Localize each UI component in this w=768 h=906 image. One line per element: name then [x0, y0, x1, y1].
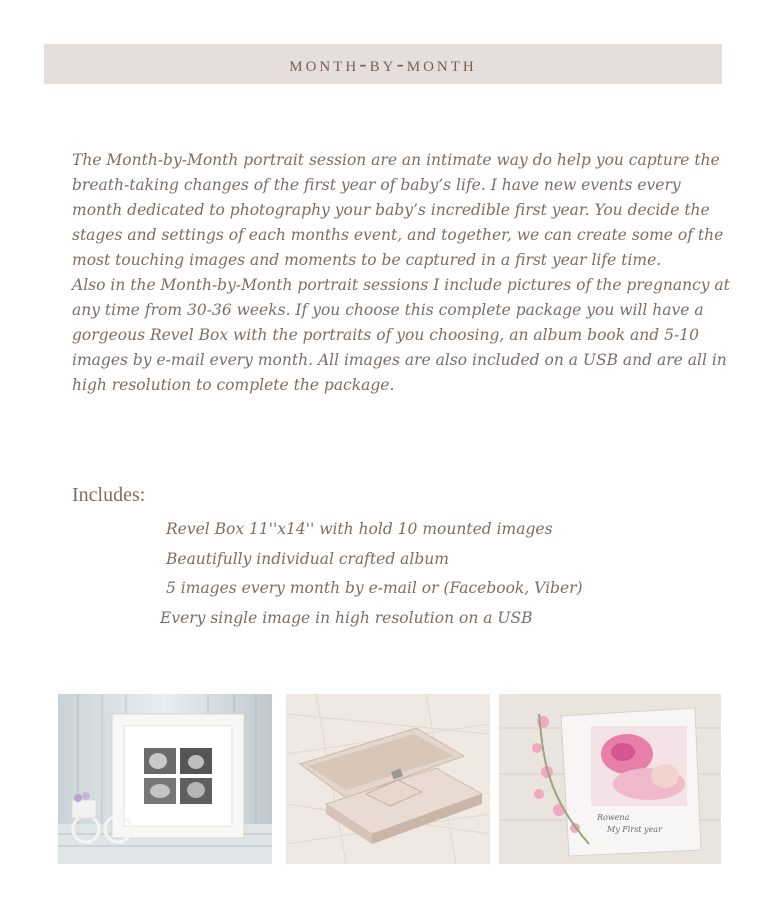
list-item: Every single image in high resolution on a USB [160, 608, 533, 627]
album-cover-name: Rowena [597, 813, 630, 822]
revel-box-photo [58, 694, 272, 864]
usb-box-photo [286, 694, 490, 864]
list-item: Beautifully individual crafted album [166, 549, 449, 568]
list-item: Revel Box 11''x14'' with hold 10 mounted images [166, 520, 553, 538]
intro-paragraph-2: Also in the Month-by-Month portrait sessions I include pictures of the pregnancy at any time from 30-36 weeks. If you choose this complete package you will have a gorgeous Revel Box with the portraits of you choosing, an album book and 5-10 images by e-mail every month. All images are also included on a USB and are all in high resolution to complete the package. [72, 276, 730, 394]
title-banner [44, 44, 722, 84]
includes-list [160, 517, 583, 635]
album-book-photo [499, 694, 721, 864]
page-title: month-by-month [289, 51, 477, 76]
intro-text [72, 148, 732, 398]
intro-paragraph-1: The Month-by-Month portrait session are an intimate way do help you capture the breath-taking changes of the first year of baby’s life. I have new events every month dedicated to photography your baby’s incredible first year. You decide the stages and settings of each months event, and together, we can create some of the most touching images and moments to be captured in a first year life time. [72, 151, 724, 269]
list-item: 5 images every month by e-mail or (Facebook, Viber) [166, 579, 583, 597]
album-cover-caption: My First year [607, 825, 662, 834]
includes-heading: Includes: [72, 484, 146, 506]
